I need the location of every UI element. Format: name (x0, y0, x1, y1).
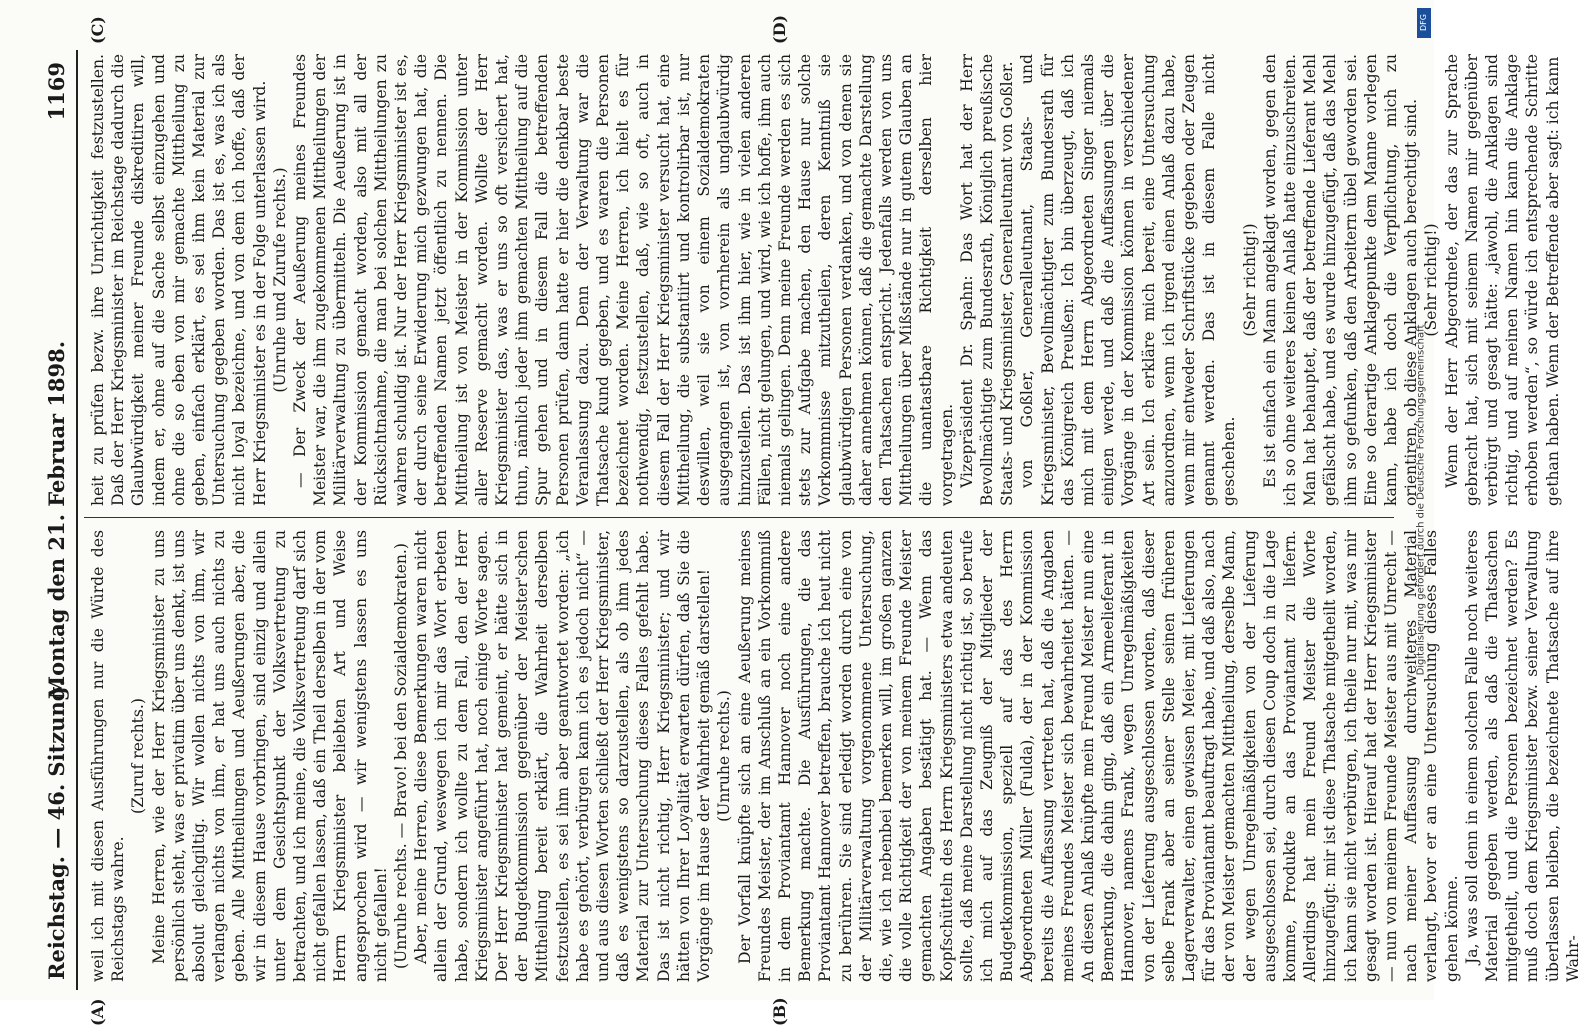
paragraph: Der Vorfall knüpfte sich an eine Aeußerung meines Freundes Meister, der im Anschluß an ein Vorkommniß in dem Proviantamt Hannover noch eine andere Bemerkung machte. Die Ausführungen, die das Proviantamt Hannover betreffen, brauche ich heut nicht zu berühren. Sie sind erledigt worden durch eine von der Militärverwaltung vorgenommene Untersuchung, die, wie ich nebenbei bemerken will, im großen ganzen die volle Richtigkeit der von meinem Freunde Meister gemachten Angaben bestätigt hat. — Wenn das Kopfschütteln des Herrn Kriegsministers etwa andeuten sollte, daß meine Darstellung nicht richtig ist, so berufe ich mich auf das Zeugniß der Mitglieder der Budgetkommission, speziell auf das des Herrn Abgeordneten Müller (Fulda), der in der Kommission bereits die Auffassung vertreten hat, daß die Angaben meines Freundes Meister sich bewahrheitet hätten. — An diesen Anlaß knüpfte mein Freund Meister nun eine Bemerkung, die dahin ging, daß ein Armeelieferant in Hannover, namens Frank, wegen Unregelmäßigkeiten von der Lieferung ausgeschlossen worden, daß dieser selbe Frank aber an seiner Stelle seinen früheren Lagerverwalter, einen gewissen Meier, mit Lieferungen für das Proviantamt beauftragt habe, und daß also, nach der von Meister gemachten Mittheilung, derselbe Mann, der wegen Unregelmäßigkeiten von der Lieferung ausgeschlossen sei, durch diesen Coup doch in die Lage komme, Produkte an das Proviantamt zu liefern. Allerdings hat mein Freund Meister die Worte hinzugefügt: mir ist diese Thatsache mitgetheilt worden, ich kann sie nicht verbürgen, ich theile nur mit, was mir gesagt worden ist. Hierauf hat der Herr Kriegsminister — nun von meinem Freunde Meister aus mit Unrecht — nach meiner Auffassung durchweiteres Material verlangt, bevor er an eine Untersuchung dieses Falles gehen könne. (735, 530, 1461, 982)
page-header (40, 50, 74, 990)
paragraph: von Goßler, Generalleutnant, Staats- und Kriegsminister, Bevollmächtigter zum Bundesrath für das Königreich Preußen: Ich bin überzeugt, daß ich mich mit dem Herrn Abgeordneten Singer niemals einigen werde, und daß die Auffassungen über die Vorgänge in der Kommission können in verschiedener Art sein. Ich erkläre mich bereit, eine Untersuchung anzuordnen, wenn ich irgend einen Anlaß dazu habe, wenn mir entweder Schriftstücke gegeben oder Zeugen genannt werden. Das ist in diesem Falle nicht geschehen. (1018, 54, 1239, 506)
paragraph: — Der Zweck der Aeußerung meines Freundes Meister war, die ihm zugekommenen Mittheilungen der Militärverwaltung zu übermitteln. Die Aeußerung ist in der Kommission gemacht worden, also mit all der Rücksichtnahme, die man bei solchen Mittheilungen zu wahren schuldig ist. Nur der Herr Kriegsminister ist es, der durch seine Erwiderung mich gezwungen hat, die betreffenden Namen jetzt öffentlich zu nennen. Die Mittheilung ist von Meister in der Kommission unter aller Reserve gemacht worden. Wollte der Herr Kriegsminister das, was er uns so oft versichert hat, thun, nämlich jeder ihm gemachten Mittheilung auf die Spur gehen und in diesem Fall die betreffenden Personen prüfen, dann hatte er hier die denkbar beste Veranlassung dazu. Denn der Verwaltung war die Thatsache kund gegeben, und es waren die Personen bezeichnet worden. Meine Herren, ich hielt es für nothwendig, festzustellen, daß, wie so oft, auch in diesem Fall der Herr Kriegsminister versucht hat, eine Mittheilung, die substantiirt und kontrolirbar ist, nur deswillen, weil sie von einem Sozialdemokraten ausgegangen ist, von vornherein als unglaubwürdig hinzustellen. Das ist ihm hier, wie in vielen anderen Fällen, nicht gelungen, und wird, wie ich hoffe, ihm auch niemals gelingen. Denn meine Freunde werden es sich stets zur Aufgabe machen, den Hause nur solche Vorkommnisse mitzutheilen, deren Kenntniß sie glaubwürdigen Personen verdanken, und von denen sie daher annehmen können, daß die gemachte Darstellung den Thatsachen entspricht. Jedenfalls werden von uns Mittheilungen über Mißstände nur in gutem Glauben an die unantastbare Richtigkeit derselben hier vorgetragen. (291, 54, 956, 506)
paragraph: Wenn der Herr Abgeordnete, der das zur Sprache gebracht hat, sich mit seinem Namen mir gegenüber verbürgt und gesagt hätte: „jawohl, die Anklagen sind richtig, und auf meinen Namen hin kann die Anklage erhoben werden“, so würde ich entsprechende Schritte gethan haben. Wenn der Betreffende aber sagt: ich kann (1442, 54, 1562, 506)
paragraph: (Zuruf rechts.) (129, 698, 148, 814)
credit-text: Digitalisierung gefördert durch die Deutsche Forschungsgemeinschaft (1415, 324, 1427, 676)
margin-marker-d: (D) (770, 14, 789, 44)
paragraph: heit zu prüfen bezw. ihre Unrichtigkeit festzustellen. Daß der Herr Kriegsminister im Reichstage dadurch die Glaubwürdigkeit meiner Freunde diskreditiren will, indem er, ohne auf die Sache selbst einzugehen und ohne die so eben von mir gemachte Mittheilung zu geben, einfach erklärt, es sei ihm kein Material zur Untersuchung gegeben worden. Das ist es, was ich als nicht loyal bezeichne, und von dem ich hoffe, daß der Herr Kriegsminister es in der Folge unterlassen wird. (89, 54, 269, 506)
paragraph: Ja, was soll denn in einem solchen Falle noch weiteres Material gegeben werden, als daß die Thatsachen mitgetheilt, und die Personen bezeichnet werden? Es muß doch dem Kriegsminister bezw. seiner Verwaltung überlassen bleiben, die bezeichnete Thatsache auf ihre Wahr- (1462, 530, 1582, 982)
text-column-left (88, 530, 1582, 982)
paragraph: Meine Herren, wie der Herr Kriegsminister zu uns persönlich steht, was er privatim über uns denkt, ist uns absolut gleichgiltig. Wir wollen nichts von ihm, wir verlangen nichts von ihm, er hat uns auch nichts zu geben. Alle Mittheilungen und Aeußerungen aber, die wir in diesem Hause vorbringen, sind einzig und allein unter dem Gesichtspunkt der Volksvertretung zu betrachten, und ich meine, die Volksvertretung darf sich nicht gefallen lassen, daß ein Theil derselben in der vom Herrn Kriegsminister beliebten Art und Weise angesprochen wird — wir wenigstens lassen es uns nicht gefallen! (149, 530, 390, 982)
paragraph: (Unruhe rechts.) (715, 690, 734, 822)
margin-marker-a: (A) (88, 998, 107, 1026)
column-divider (84, 517, 1394, 518)
paragraph: (Sehr richtig!) (1240, 223, 1259, 337)
dfg-logo: DFG (1417, 8, 1431, 38)
margin-marker-c: (C) (88, 16, 107, 44)
margin-marker-b: (B) (770, 997, 789, 1026)
paragraph: weil ich mit diesen Ausführungen nur die Würde des Reichstags wahre. (89, 530, 128, 982)
paragraph: (Unruhe rechts. — Bravo! bei den Sozialdemokraten.) (392, 543, 411, 969)
paragraph: Aber, meine Herren, diese Bemerkungen waren nicht allein der Grund, weswegen ich mir das Wort erbeten habe, sondern ich wollte zu dem Fall, den der Herr Kriegsminister angeführt hat, noch einige Worte sagen. Der Herr Kriegsminister hat gemeint, er hätte sich in der Budgetkommission gegenüber der Meister'schen Mittheilung bereit erklärt, die Wahrheit derselben festzustellen, es sei ihm aber geantwortet worden: „ich habe es gehört, verbürgen kann ich es jedoch nicht“ — und aus diesen Worten schließt der Herr Kriegsminister, daß es wenigstens so darzustellen, als ob ihm jedes Material zur Untersuchung dieses Falles gefehlt habe. Das ist nicht richtig, Herr Kriegsminister; und wir hätten von Ihrer Loyalität erwarten dürfen, daß Sie die Vorgänge im Hause der Wahrheit gemäß darstellen! (412, 530, 714, 982)
header-date: Montag den 21. Februar 1898. (44, 340, 69, 700)
paragraph: Es ist einfach ein Mann angeklagt worden, gegen den ich so ohne weiteres keinen Anlaß hatte einzuschreiten. Man hat behauptet, daß der betreffende Lieferant Mehl gefälscht habe, und es wurde hinzugefügt, daß das Mehl ihm so gefunken, daß den Arbeitern übel geworden sei. Eine so derartige Anklagepunkte dem Manne vorlegen kann, habe ich doch die Verpflichtung, mich zu orientiren, ob diese Anklagen auch berechtigt sind. (1260, 54, 1421, 506)
header-section-title: Reichstag. — 46. Sitzung. (44, 679, 69, 980)
paragraph: Vizepräsident Dr. Spahn: Das Wort hat der Herr Bevollmächtigte zum Bundesrath, Königlich preußische Staats- und Kriegsminister, Generalleutnant von Goßler. (957, 54, 1017, 506)
header-rule (76, 50, 78, 990)
header-page-number: 1169 (44, 62, 69, 121)
paragraph: (Sehr richtig!) (1422, 223, 1441, 337)
digitization-credit (1410, 8, 1432, 992)
paragraph: (Unruhe und Zurufe rechts.) (270, 167, 289, 393)
